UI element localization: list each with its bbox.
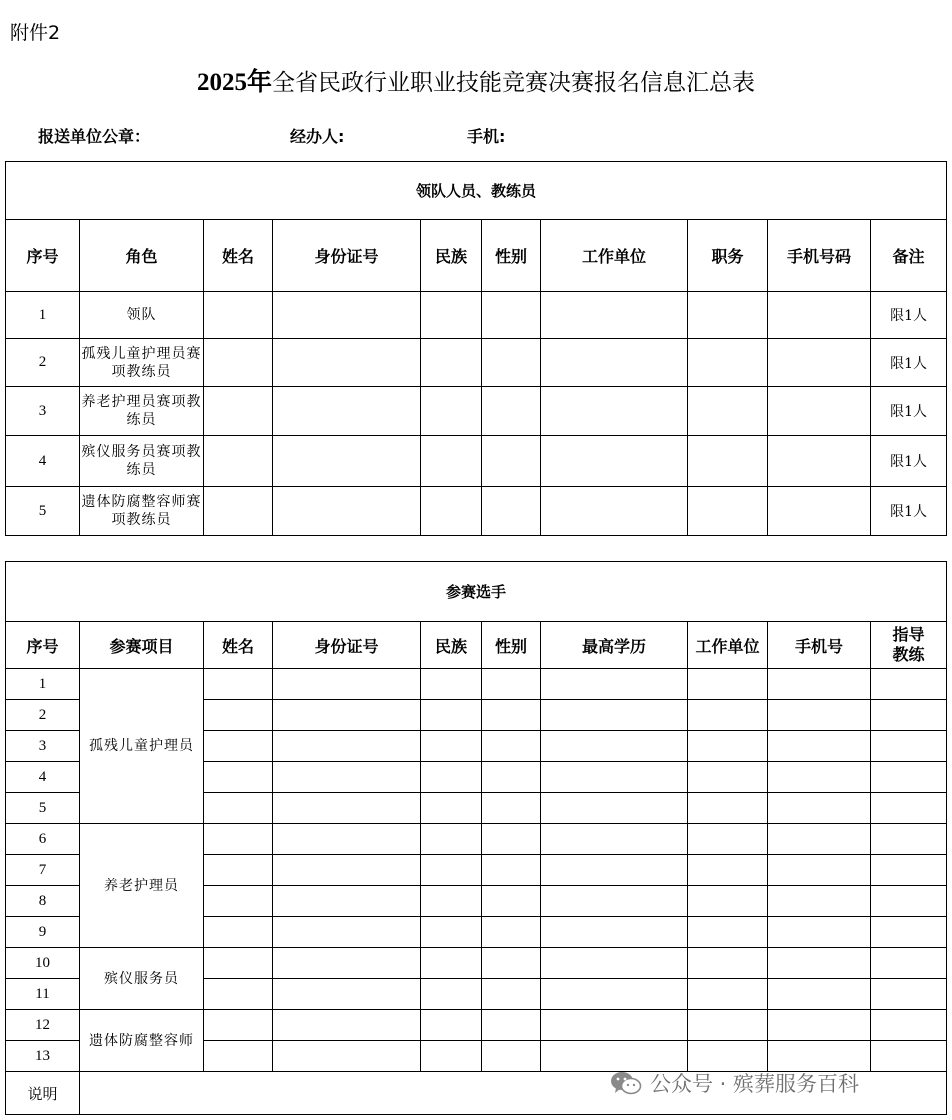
leader-row-role: 遗体防腐整容师赛项教练员	[80, 487, 204, 536]
contestant-empty-cell	[768, 700, 871, 731]
leader-empty-cell	[768, 339, 871, 387]
contestant-empty-cell	[768, 824, 871, 855]
leader-empty-cell	[421, 339, 482, 387]
leaders-column-header: 性别	[482, 220, 541, 292]
leader-empty-cell	[273, 487, 421, 536]
contestant-empty-cell	[688, 669, 768, 700]
contestant-empty-cell	[273, 855, 421, 886]
contestant-empty-cell	[482, 700, 541, 731]
contestant-empty-cell	[273, 669, 421, 700]
contestant-empty-cell	[482, 948, 541, 979]
contestant-empty-cell	[273, 700, 421, 731]
contestant-empty-cell	[768, 1041, 871, 1072]
leader-row-role: 领队	[80, 292, 204, 339]
contestant-row-number: 11	[6, 979, 80, 1010]
contestant-empty-cell	[421, 1041, 482, 1072]
contestant-empty-cell	[688, 1010, 768, 1041]
contestant-empty-cell	[482, 793, 541, 824]
handler-label: 经办人:	[290, 127, 345, 146]
leader-empty-cell	[688, 292, 768, 339]
contestant-empty-cell	[688, 824, 768, 855]
leader-empty-cell	[421, 436, 482, 487]
contestant-row-number: 10	[6, 948, 80, 979]
contestants-column-header: 姓名	[204, 622, 273, 669]
contestant-empty-cell	[871, 731, 947, 762]
leader-empty-cell	[541, 436, 688, 487]
contestant-empty-cell	[421, 1010, 482, 1041]
contestant-row-number: 3	[6, 731, 80, 762]
leader-empty-cell	[204, 339, 273, 387]
contestant-empty-cell	[421, 948, 482, 979]
leader-empty-cell	[204, 487, 273, 536]
contestant-row-number: 12	[6, 1010, 80, 1041]
contestant-empty-cell	[688, 979, 768, 1010]
contestant-empty-cell	[204, 1041, 273, 1072]
table-row	[6, 487, 947, 536]
contestant-empty-cell	[204, 886, 273, 917]
contestant-empty-cell	[541, 1041, 688, 1072]
contestant-empty-cell	[688, 886, 768, 917]
leaders-column-header: 姓名	[204, 220, 273, 292]
leaders-column-header: 职务	[688, 220, 768, 292]
contestant-empty-cell	[768, 948, 871, 979]
leader-empty-cell	[482, 292, 541, 339]
leader-empty-cell	[482, 436, 541, 487]
leader-row-role: 孤残儿童护理员赛项教练员	[80, 339, 204, 387]
contestant-empty-cell	[541, 669, 688, 700]
contestant-empty-cell	[204, 731, 273, 762]
contestant-empty-cell	[273, 762, 421, 793]
leader-empty-cell	[688, 339, 768, 387]
contestant-empty-cell	[871, 669, 947, 700]
contestants-caption: 参赛选手	[6, 562, 947, 622]
contestant-empty-cell	[688, 762, 768, 793]
leaders-caption-row	[6, 162, 947, 220]
contestant-empty-cell	[768, 762, 871, 793]
title-rest: 全省民政行业职业技能竞赛决赛报名信息汇总表	[272, 70, 755, 96]
contestant-empty-cell	[482, 1041, 541, 1072]
contestant-empty-cell	[688, 917, 768, 948]
contestant-empty-cell	[421, 886, 482, 917]
contestant-empty-cell	[688, 855, 768, 886]
contestants-column-header: 指导教练	[871, 622, 947, 669]
contestant-empty-cell	[768, 855, 871, 886]
contestant-empty-cell	[482, 855, 541, 886]
contestant-empty-cell	[541, 979, 688, 1010]
contestant-empty-cell	[421, 793, 482, 824]
contestant-empty-cell	[871, 886, 947, 917]
contestant-empty-cell	[204, 1010, 273, 1041]
contestants-column-header: 民族	[421, 622, 482, 669]
contestant-empty-cell	[482, 979, 541, 1010]
table-row	[6, 387, 947, 436]
contestant-empty-cell	[482, 917, 541, 948]
contestant-empty-cell	[768, 886, 871, 917]
leader-empty-cell	[768, 387, 871, 436]
leader-empty-cell	[541, 387, 688, 436]
contestant-empty-cell	[421, 917, 482, 948]
contestants-column-header: 工作单位	[688, 622, 768, 669]
leader-empty-cell	[768, 487, 871, 536]
contestant-empty-cell	[541, 1010, 688, 1041]
contestant-empty-cell	[541, 824, 688, 855]
contestant-empty-cell	[482, 762, 541, 793]
leader-empty-cell	[421, 387, 482, 436]
contestant-empty-cell	[273, 824, 421, 855]
contestant-event: 遗体防腐整容师	[80, 1010, 204, 1072]
table-row	[6, 1010, 947, 1041]
leader-empty-cell	[204, 292, 273, 339]
contestant-event: 殡仪服务员	[80, 948, 204, 1010]
contestant-row-number: 13	[6, 1041, 80, 1072]
title-year: 2025年	[196, 69, 272, 96]
contestant-empty-cell	[204, 824, 273, 855]
contestant-empty-cell	[482, 886, 541, 917]
leaders-header-row	[6, 220, 947, 292]
contestant-row-number: 1	[6, 669, 80, 700]
leaders-column-header: 角色	[80, 220, 204, 292]
contestant-empty-cell	[482, 731, 541, 762]
leader-empty-cell	[482, 387, 541, 436]
leader-row-role: 殡仪服务员赛项教练员	[80, 436, 204, 487]
contestant-empty-cell	[273, 1041, 421, 1072]
contestant-empty-cell	[273, 731, 421, 762]
contestant-row-number: 9	[6, 917, 80, 948]
explanation-label: 说明	[6, 1072, 80, 1115]
table-row	[6, 436, 947, 487]
contestant-empty-cell	[871, 1041, 947, 1072]
leaders-column-header: 身份证号	[273, 220, 421, 292]
leader-empty-cell	[421, 292, 482, 339]
contestant-empty-cell	[871, 700, 947, 731]
watermark	[610, 1068, 859, 1098]
leader-empty-cell	[482, 487, 541, 536]
leader-empty-cell	[768, 292, 871, 339]
leader-row-note: 限1人	[871, 487, 947, 536]
contestant-empty-cell	[541, 793, 688, 824]
contestants-column-header: 最高学历	[541, 622, 688, 669]
leader-empty-cell	[541, 292, 688, 339]
leader-row-note: 限1人	[871, 339, 947, 387]
leader-empty-cell	[273, 339, 421, 387]
table-row	[6, 824, 947, 855]
contestant-empty-cell	[688, 731, 768, 762]
contestant-empty-cell	[204, 917, 273, 948]
leader-row-number: 3	[6, 387, 80, 436]
contestant-empty-cell	[768, 669, 871, 700]
leaders-column-header: 手机号码	[768, 220, 871, 292]
contestant-empty-cell	[871, 917, 947, 948]
leader-row-note: 限1人	[871, 387, 947, 436]
contestant-empty-cell	[688, 948, 768, 979]
leader-row-note: 限1人	[871, 292, 947, 339]
contestants-column-header: 身份证号	[273, 622, 421, 669]
contestant-empty-cell	[541, 762, 688, 793]
contestant-empty-cell	[541, 917, 688, 948]
leader-empty-cell	[688, 387, 768, 436]
leaders-column-header: 序号	[6, 220, 80, 292]
contestant-empty-cell	[421, 824, 482, 855]
leader-row-number: 2	[6, 339, 80, 387]
contestant-empty-cell	[688, 700, 768, 731]
contestants-column-header: 参赛项目	[80, 622, 204, 669]
contestant-empty-cell	[204, 762, 273, 793]
contestant-empty-cell	[204, 979, 273, 1010]
contestant-empty-cell	[871, 948, 947, 979]
contestant-empty-cell	[871, 793, 947, 824]
wechat-icon	[610, 1070, 642, 1096]
contestant-empty-cell	[768, 979, 871, 1010]
contestant-empty-cell	[541, 886, 688, 917]
page-title	[0, 62, 952, 98]
leader-empty-cell	[768, 436, 871, 487]
leader-row-note: 限1人	[871, 436, 947, 487]
contestant-empty-cell	[482, 669, 541, 700]
phone-label: 手机:	[467, 127, 506, 146]
leader-row-number: 4	[6, 436, 80, 487]
contestant-empty-cell	[541, 948, 688, 979]
contestant-empty-cell	[688, 1041, 768, 1072]
contestant-empty-cell	[273, 917, 421, 948]
contestant-empty-cell	[204, 855, 273, 886]
contestant-empty-cell	[273, 793, 421, 824]
leader-empty-cell	[273, 292, 421, 339]
contestant-empty-cell	[421, 762, 482, 793]
unit-seal-label: 报送单位公章：	[38, 127, 151, 146]
contestant-empty-cell	[273, 948, 421, 979]
leader-empty-cell	[541, 487, 688, 536]
contestant-empty-cell	[482, 824, 541, 855]
leaders-table	[5, 161, 947, 536]
contestant-empty-cell	[273, 1010, 421, 1041]
contestant-empty-cell	[871, 762, 947, 793]
contestant-row-number: 2	[6, 700, 80, 731]
table-row	[6, 669, 947, 700]
contestant-empty-cell	[871, 855, 947, 886]
leader-empty-cell	[482, 339, 541, 387]
contestant-empty-cell	[688, 793, 768, 824]
contestants-table	[5, 561, 947, 1115]
leaders-column-header: 民族	[421, 220, 482, 292]
attachment-label: 附件2	[10, 22, 61, 44]
leader-empty-cell	[541, 339, 688, 387]
contestant-empty-cell	[871, 1010, 947, 1041]
contestant-empty-cell	[768, 731, 871, 762]
contestant-empty-cell	[768, 917, 871, 948]
contestant-empty-cell	[421, 669, 482, 700]
contestant-empty-cell	[421, 979, 482, 1010]
contestant-empty-cell	[768, 793, 871, 824]
leader-empty-cell	[688, 436, 768, 487]
contestant-empty-cell	[273, 886, 421, 917]
leader-empty-cell	[273, 387, 421, 436]
table-row	[6, 292, 947, 339]
contestant-empty-cell	[541, 855, 688, 886]
contestants-header-row	[6, 622, 947, 669]
contestant-row-number: 4	[6, 762, 80, 793]
leader-row-role: 养老护理员赛项教练员	[80, 387, 204, 436]
contestant-empty-cell	[204, 700, 273, 731]
leaders-caption: 领队人员、教练员	[6, 162, 947, 220]
contestants-column-header: 序号	[6, 622, 80, 669]
leaders-column-header: 工作单位	[541, 220, 688, 292]
watermark-text: 公众号 · 殡葬服务百科	[650, 1072, 860, 1096]
contestant-empty-cell	[871, 824, 947, 855]
contestant-row-number: 6	[6, 824, 80, 855]
leader-empty-cell	[273, 436, 421, 487]
leader-empty-cell	[204, 387, 273, 436]
contestant-empty-cell	[541, 731, 688, 762]
leaders-column-header: 备注	[871, 220, 947, 292]
contestant-empty-cell	[204, 669, 273, 700]
contestant-event: 孤残儿童护理员	[80, 669, 204, 824]
contestant-row-number: 5	[6, 793, 80, 824]
contestants-caption-row	[6, 562, 947, 622]
leader-empty-cell	[688, 487, 768, 536]
leader-row-number: 5	[6, 487, 80, 536]
contestant-empty-cell	[273, 979, 421, 1010]
contestant-empty-cell	[421, 700, 482, 731]
contestant-empty-cell	[871, 979, 947, 1010]
leader-empty-cell	[204, 436, 273, 487]
contestant-row-number: 8	[6, 886, 80, 917]
table-row	[6, 948, 947, 979]
table-row	[6, 339, 947, 387]
contestant-empty-cell	[421, 855, 482, 886]
contestant-empty-cell	[204, 948, 273, 979]
contestant-empty-cell	[541, 700, 688, 731]
contestants-column-header: 手机号	[768, 622, 871, 669]
leader-row-number: 1	[6, 292, 80, 339]
contestants-column-header: 性别	[482, 622, 541, 669]
contestant-empty-cell	[421, 731, 482, 762]
contestant-empty-cell	[768, 1010, 871, 1041]
contestant-empty-cell	[204, 793, 273, 824]
contestant-event: 养老护理员	[80, 824, 204, 948]
contestant-row-number: 7	[6, 855, 80, 886]
leader-empty-cell	[421, 487, 482, 536]
contestant-empty-cell	[482, 1010, 541, 1041]
